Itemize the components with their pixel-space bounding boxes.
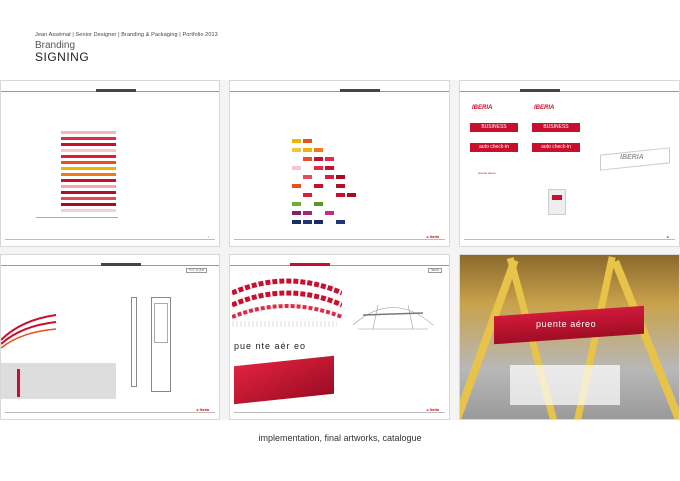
panel-totem-drawings	[0, 254, 220, 420]
color-swatch	[336, 184, 345, 188]
color-swatch	[292, 166, 301, 170]
color-swatch	[336, 175, 345, 179]
iberia-logo-small: ▸ Iberia	[196, 408, 209, 412]
panel-tab	[96, 89, 136, 92]
color-bar	[61, 155, 116, 158]
page-header	[35, 32, 218, 64]
color-swatch	[303, 175, 312, 179]
iberia-logo: IBERIA	[534, 105, 555, 111]
panel-rule	[460, 91, 679, 92]
sign-totem	[548, 189, 566, 215]
color-bar	[61, 209, 116, 212]
iberia-logo-small: ▸ Iberia	[426, 408, 439, 412]
totem-elevation	[131, 297, 137, 387]
color-swatch	[325, 157, 334, 161]
color-bar	[61, 197, 116, 200]
color-swatch	[292, 139, 301, 143]
color-bar	[61, 149, 116, 152]
color-bar	[61, 173, 116, 176]
iberia-logo-small: ▸	[667, 235, 669, 239]
banner-render	[234, 356, 334, 405]
color-bar	[61, 203, 116, 206]
page-number: ▪	[207, 235, 209, 239]
terminal-elevation	[348, 285, 438, 345]
color-bar	[61, 191, 116, 194]
color-swatch	[336, 193, 345, 197]
artwork-grid	[0, 80, 680, 420]
color-bar	[61, 185, 116, 188]
wave-banner-graphic	[232, 273, 342, 321]
color-swatch	[303, 157, 312, 161]
panel-footer-rule	[234, 412, 445, 413]
panel-footer-rule	[234, 239, 445, 240]
panel-rule	[230, 265, 449, 266]
totem-accent	[552, 195, 562, 200]
color-swatch	[303, 148, 312, 152]
color-swatch	[325, 211, 334, 215]
totem-photo	[17, 369, 20, 397]
checkin-sign: auto check-in	[532, 143, 580, 152]
page-caption: implementation, final artworks, catalogue	[258, 433, 422, 443]
color-swatch	[314, 202, 323, 206]
color-swatch	[314, 184, 323, 188]
panel-color-matrix	[229, 80, 450, 247]
color-swatch	[314, 220, 323, 224]
business-sign: BUSINESS	[532, 123, 580, 132]
panel-tab	[520, 89, 560, 92]
iberia-logo-small: ▸ Iberia	[426, 235, 439, 239]
color-swatch	[314, 157, 323, 161]
puente-aereo-mark: puente aéreo	[478, 171, 496, 175]
panel-footer-rule	[5, 239, 215, 240]
spec-text-block	[232, 321, 337, 327]
color-bar	[61, 137, 116, 140]
panel-banner-design	[229, 254, 450, 420]
drawing-label: IBERIA	[428, 268, 442, 273]
color-bar	[61, 131, 116, 134]
color-swatch	[303, 211, 312, 215]
color-bar	[61, 143, 116, 146]
panel-footer-rule	[464, 239, 675, 240]
wave-graphic	[1, 310, 61, 350]
banner-text: puente aéreo	[536, 319, 597, 329]
color-swatch	[314, 166, 323, 170]
business-sign: BUSINESS	[470, 123, 518, 132]
checkin-sign: auto check-in	[470, 143, 518, 152]
color-swatch	[292, 148, 301, 152]
color-bar	[61, 179, 116, 182]
iberia-logo-outline: IBERIA	[620, 154, 644, 161]
color-swatch	[325, 166, 334, 170]
iberia-logo: IBERIA	[472, 105, 493, 111]
color-swatch	[303, 193, 312, 197]
color-swatch	[336, 220, 345, 224]
panel-tab	[290, 263, 330, 266]
puente-aereo-wordmark: pue nte aér eo	[234, 341, 307, 351]
color-bar	[61, 167, 116, 170]
section-label: Branding	[35, 40, 76, 51]
panel-color-bars	[0, 80, 220, 247]
color-swatch	[292, 202, 301, 206]
author-byline: Jean Assémat | Senior Designer | Branding & Packaging | Portfolio 2013	[35, 32, 218, 38]
color-swatch	[292, 184, 301, 188]
color-swatch	[292, 211, 301, 215]
divider	[36, 217, 118, 218]
panel-footer-rule	[5, 412, 215, 413]
color-swatch	[292, 220, 301, 224]
color-swatch	[325, 175, 334, 179]
panel-tab	[340, 89, 380, 92]
panel-tab	[101, 263, 141, 266]
color-swatch	[347, 193, 356, 197]
color-swatch	[314, 148, 323, 152]
page-title: SIGNING	[35, 50, 90, 64]
totem-panel	[154, 303, 168, 343]
panel-installation-photo	[459, 254, 680, 420]
color-swatch	[303, 139, 312, 143]
color-bar	[61, 161, 116, 164]
panel-sign-elements	[459, 80, 680, 247]
color-swatch	[303, 220, 312, 224]
drawing-label: TOT_12_B48	[186, 268, 207, 273]
terminal-floor	[510, 365, 620, 405]
